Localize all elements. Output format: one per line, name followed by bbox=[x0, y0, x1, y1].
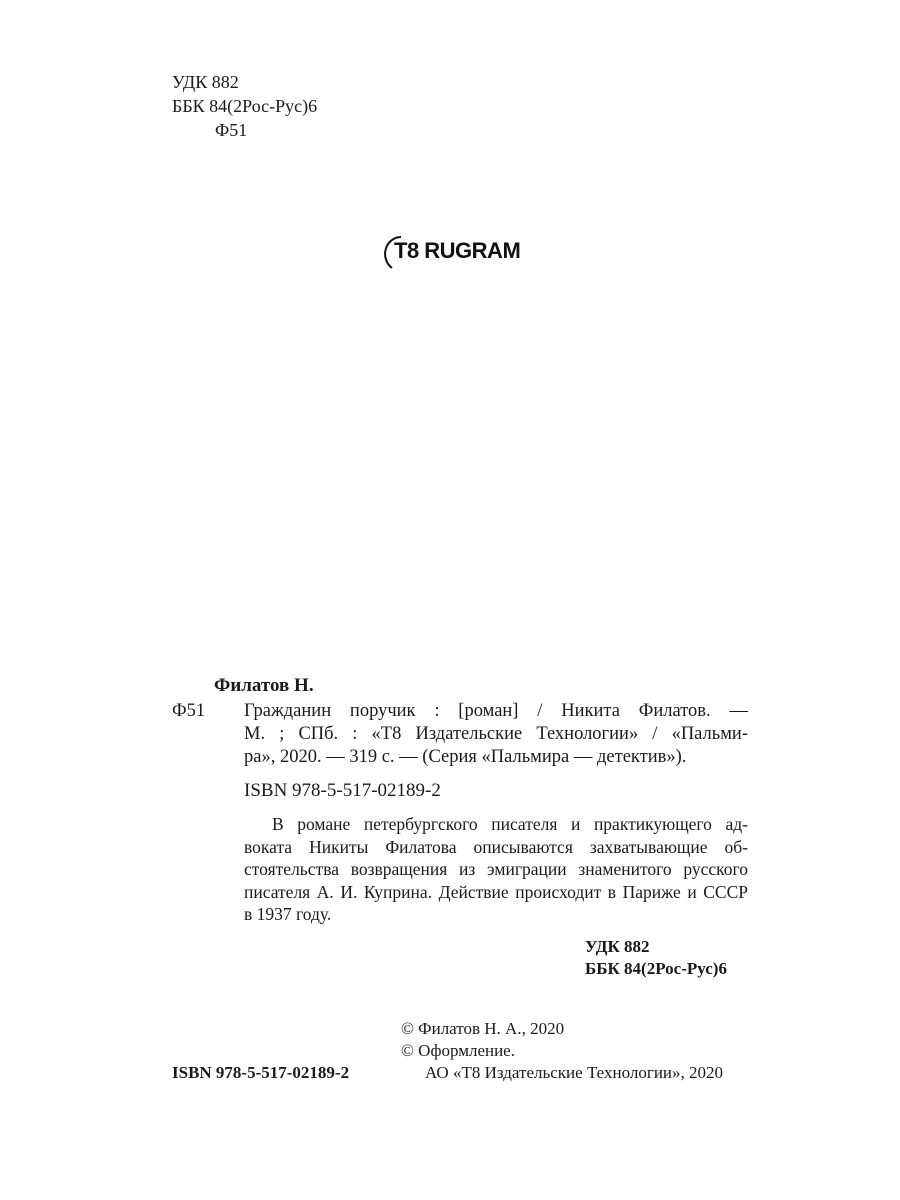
udk-code: УДК 882 bbox=[172, 72, 239, 92]
description-line: ра», 2020. — 319 с. — (Серия «Пальмира — детектив»). bbox=[244, 747, 687, 767]
author-mark: Ф51 bbox=[215, 120, 248, 140]
record-description bbox=[244, 700, 748, 723]
bibliographic-record bbox=[172, 674, 748, 926]
annotation-line: стоятельства возвращения из эмиграции знаменитого русского bbox=[244, 859, 748, 879]
publisher-logo-text: T8 RUGRAM bbox=[394, 238, 521, 263]
description-line: М. ; СПб. : «Т8 Издательские Технологии» / «Пальми- bbox=[244, 724, 748, 744]
record-classification-codes bbox=[585, 936, 727, 980]
record-udk: УДК 882 bbox=[585, 937, 650, 956]
record-author-mark: Ф51 bbox=[172, 701, 206, 721]
record-bbk: ББК 84(2Рос-Рус)6 bbox=[585, 959, 727, 978]
copyright-author: © Филатов Н. А., 2020 bbox=[401, 1019, 565, 1038]
publisher-logo bbox=[384, 232, 534, 272]
annotation-line: В романе петербургского писателя и практикующего ад- bbox=[272, 814, 748, 834]
footer-isbn: ISBN 978-5-517-02189-2 bbox=[172, 1063, 350, 1082]
copyright-publisher: АО «Т8 Издательские Технологии», 2020 bbox=[425, 1063, 724, 1082]
annotation bbox=[172, 813, 748, 926]
annotation-line: в 1937 году. bbox=[244, 904, 332, 924]
copyright-block bbox=[401, 1018, 723, 1084]
header-classification-codes bbox=[172, 70, 317, 142]
record-isbn: ISBN 978-5-517-02189-2 bbox=[244, 780, 441, 801]
copyright-design: © Оформление. bbox=[401, 1041, 515, 1060]
description-line: Гражданин поручик : [роман] / Никита Филатов. — bbox=[244, 701, 748, 721]
bbk-code: ББК 84(2Рос-Рус)6 bbox=[172, 96, 318, 116]
author-heading: Филатов Н. bbox=[214, 675, 314, 696]
annotation-line: воката Никиты Филатова описываются захватывающие об- bbox=[244, 836, 748, 857]
annotation-line: писателя А. И. Куприна. Действие происходит в Париже и СССР bbox=[244, 881, 748, 902]
